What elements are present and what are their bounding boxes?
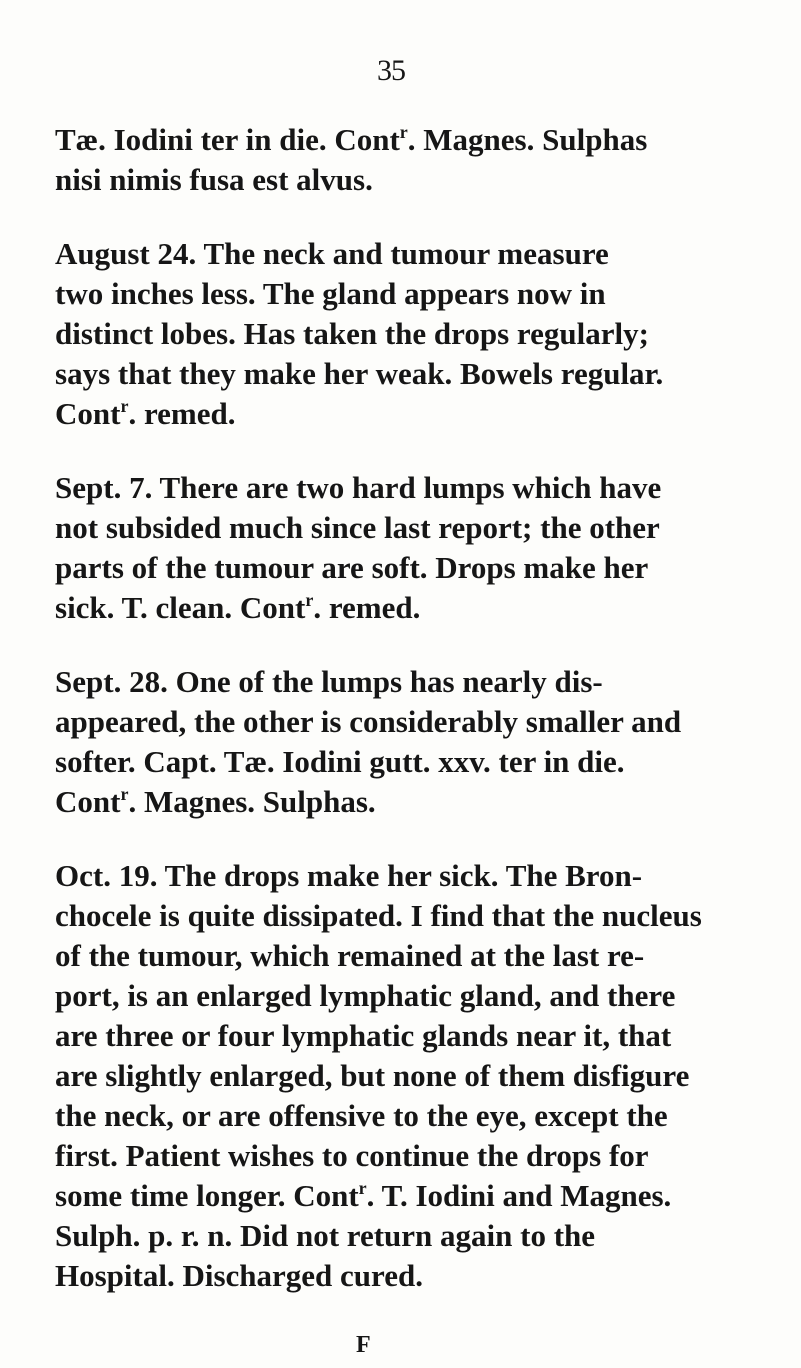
text-line: first. Patient wishes to continue the drops for (55, 1138, 649, 1173)
signature-mark: F (356, 1332, 371, 1358)
entry-oct-19 (55, 856, 745, 1296)
text-line: are three or four lymphatic glands near it, that (55, 1018, 672, 1053)
text-line: August 24. The neck and tumour measure (55, 236, 609, 271)
text-line: two inches less. The gland appears now in (55, 276, 606, 311)
text-line: says that they make her weak. Bowels regular. (55, 356, 664, 391)
text-line: parts of the tumour are soft. Drops make her (55, 550, 649, 585)
text-line: not subsided much since last report; the other (55, 510, 660, 545)
text-line: of the tumour, which remained at the last re- (55, 938, 645, 973)
text-line: nisi nimis fusa est alvus. (55, 162, 373, 197)
text-line: are slightly enlarged, but none of them disfigure (55, 1058, 690, 1093)
text-line: sick. T. clean. Cont$^r$. remed. (55, 590, 421, 625)
text-line: Tæ. Iodini ter in die. Cont$^r$. Magnes. Sulphas (55, 122, 648, 157)
opening-paragraph (55, 120, 745, 200)
text-line: softer. Capt. Tæ. Iodini gutt. xxv. ter in die. (55, 744, 625, 779)
entry-sept-7 (55, 468, 745, 628)
text-line: appeared, the other is considerably smaller and (55, 704, 682, 739)
text-line: Hospital. Discharged cured. (55, 1258, 423, 1293)
entry-august-24 (55, 234, 745, 434)
text-line: Cont$^r$. Magnes. Sulphas. (55, 784, 376, 819)
text-line: the neck, or are offensive to the eye, except the (55, 1098, 668, 1133)
text-line: distinct lobes. Has taken the drops regularly; (55, 316, 649, 351)
body-text (55, 120, 745, 1330)
text-line: chocele is quite dissipated. I find that the nucleus (55, 898, 702, 933)
text-line: some time longer. Cont$^r$. T. Iodini and Magnes. (55, 1178, 672, 1213)
text-line: Sept. 7. There are two hard lumps which have (55, 470, 662, 505)
text-line: Oct. 19. The drops make her sick. The Bron- (55, 858, 643, 893)
text-line: Cont$^r$. remed. (55, 396, 236, 431)
text-line: port, is an enlarged lymphatic gland, and there (55, 978, 676, 1013)
page-number: 35 (377, 54, 405, 87)
text-line: Sept. 28. One of the lumps has nearly dis- (55, 664, 603, 699)
text-line: Sulph. p. r. n. Did not return again to the (55, 1218, 596, 1253)
entry-sept-28 (55, 662, 745, 822)
